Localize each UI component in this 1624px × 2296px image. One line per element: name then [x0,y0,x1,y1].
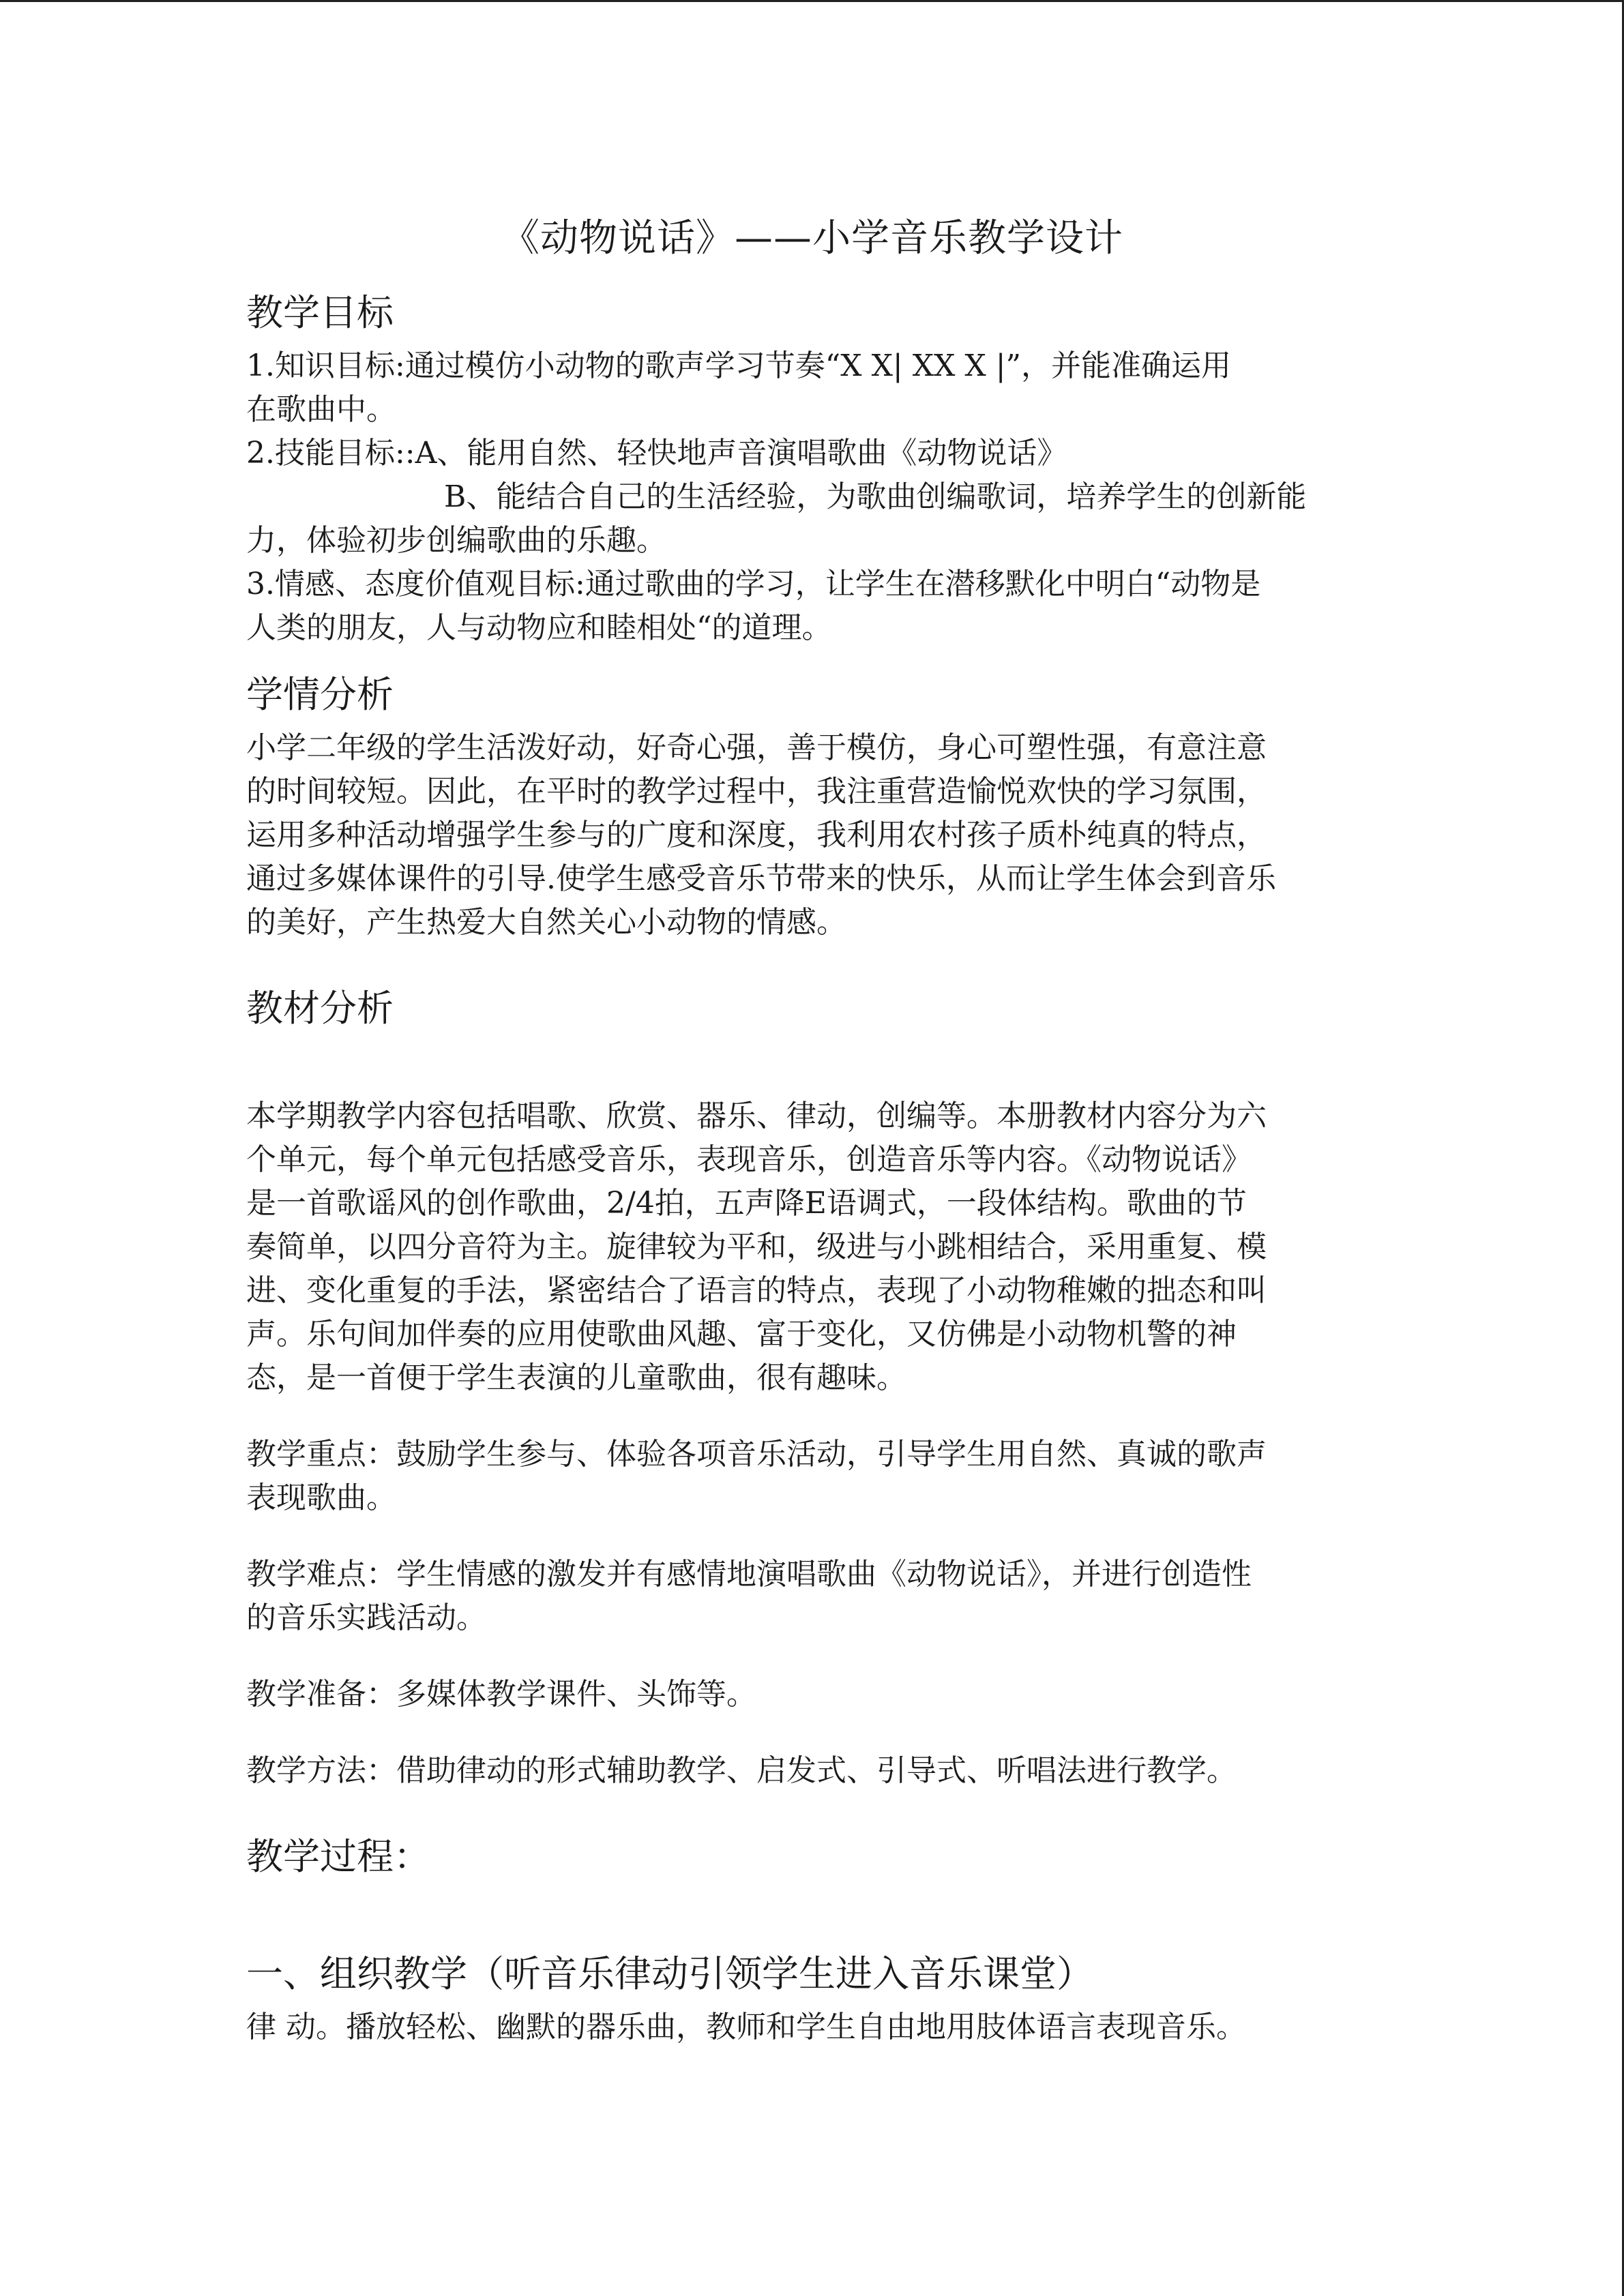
process-step-1-text: 律 动。播放轻松、幽默的器乐曲，教师和学生自由地用肢体语言表现音乐。 [246,2010,1246,2044]
objective-line: 2.技能目标::A、能用自然、轻快地声音演唱歌曲《动物说话》 [246,436,1067,471]
key-points-line: 教学重点：鼓励学生参与、体验各项音乐活动，引导学生用自然、真诚的歌声 [246,1437,1267,1472]
material-analysis-line: 是一首歌谣风的创作歌曲，2/4拍，五声降E语调式，一段体结构。歌曲的节 [246,1186,1247,1221]
top-border [0,0,1624,2]
section-heading-student-analysis: 学情分析 [246,673,394,716]
objective-line: 1.知识目标:通过模仿小动物的歌声学习节奏“X X| XX X |”，并能准确运用 [246,348,1232,383]
objective-line: 3.情感、态度价值观目标:通过歌曲的学习，让学生在潜移默化中明白“动物是 [246,567,1261,601]
section-heading-material-analysis: 教材分析 [246,987,394,1030]
student-analysis-line: 的美好，产生热爱大自然关心小动物的情感。 [246,905,846,940]
objective-line: B、能结合自己的生活经验，为歌曲创编歌词，培养学生的创新能 [444,479,1307,514]
document-content [246,208,1378,2049]
document-title: 《动物说话》——小学音乐教学设计 [501,216,1123,260]
student-analysis-line: 通过多媒体课件的引导.使学生感受音乐节带来的快乐，从而让学生体会到音乐 [246,861,1276,896]
preparation-line: 教学准备：多媒体教学课件、头饰等。 [246,1677,756,1712]
material-analysis-line: 奏简单，以四分音符为主。旋律较为平和，级进与小跳相结合，采用重复、模 [246,1229,1267,1264]
objective-line: 力，体验初步创编歌曲的乐趣。 [246,523,666,558]
material-analysis-line: 进、变化重复的手法，紧密结合了语言的特点，表现了小动物稚嫩的拙态和叫 [246,1273,1267,1308]
student-analysis-line: 运用多种活动增强学生参与的广度和深度，我利用农村孩子质朴纯真的特点， [246,818,1267,852]
material-analysis-line: 本学期教学内容包括唱歌、欣赏、器乐、律动，创编等。本册教材内容分为六 [246,1099,1267,1133]
section-heading-objectives: 教学目标 [246,291,394,334]
process-step-1-heading: 一、组织教学（听音乐律动引领学生进入音乐课堂） [246,1952,1093,1995]
material-analysis-line: 态，是一首便于学生表演的儿童歌曲，很有趣味。 [246,1360,906,1395]
student-analysis-line: 的时间较短。因此，在平时的教学过程中，我注重营造愉悦欢快的学习氛围， [246,774,1267,809]
methods-line: 教学方法：借助律动的形式辅助教学、启发式、引导式、听唱法进行教学。 [246,1753,1237,1788]
material-analysis-line: 个单元，每个单元包括感受音乐，表现音乐，创造音乐等内容。《动物说话》 [246,1142,1252,1177]
key-points-line: 表现歌曲。 [246,1480,396,1515]
student-analysis-line: 小学二年级的学生活泼好动，好奇心强，善于模仿，身心可塑性强，有意注意 [246,730,1267,765]
material-analysis-line: 声。乐句间加伴奏的应用使歌曲风趣、富于变化，又仿佛是小动物机警的神 [246,1317,1237,1352]
objective-line: 人类的朋友，人与动物应和睦相处“的道理。 [246,610,832,645]
difficulties-line: 教学难点：学生情感的激发并有感情地演唱歌曲《动物说话》，并进行创造性 [246,1557,1252,1592]
difficulties-line: 的音乐实践活动。 [246,1600,486,1635]
section-heading-process: 教学过程： [246,1835,430,1878]
objective-line: 在歌曲中。 [246,392,396,427]
